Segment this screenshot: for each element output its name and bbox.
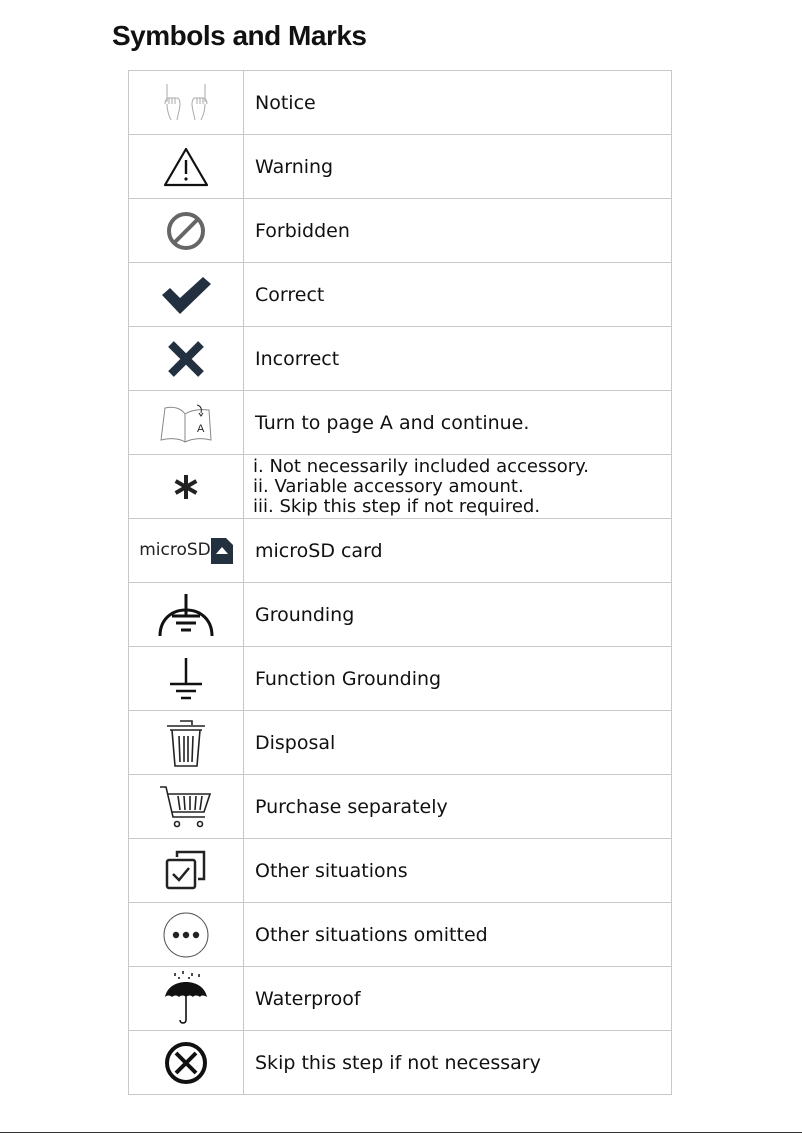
row-label: Other situations: [244, 839, 672, 903]
row-label: Other situations omitted: [244, 903, 672, 967]
row-label: Turn to page A and continue.: [244, 391, 672, 455]
row-label: Notice: [244, 71, 672, 135]
note-line: iii. Skip this step if not required.: [253, 495, 541, 517]
table-row: [129, 199, 672, 263]
table-row: [129, 839, 672, 903]
ellipsis-circle-icon: [162, 924, 210, 943]
warning-triangle-icon: [162, 156, 210, 175]
table-row: [129, 775, 672, 839]
table-row: [129, 135, 672, 199]
note-line: ii. Variable accessory amount.: [253, 475, 524, 497]
table-row: [129, 519, 672, 583]
page-title: Symbols and Marks: [112, 20, 367, 51]
asterisk-icon: [173, 476, 199, 495]
trash-bin-icon: [164, 732, 208, 751]
stacked-checkbox-icon: [163, 860, 209, 879]
note-line: i. Not necessarily included accessory.: [253, 455, 589, 477]
grounding-icon: [155, 604, 217, 623]
symbols-table: [128, 70, 672, 1095]
table-row: [129, 71, 672, 135]
row-label: Waterproof: [244, 967, 672, 1031]
table-row: [129, 1031, 672, 1095]
table-row: [129, 391, 672, 455]
row-label: Correct: [244, 263, 672, 327]
checkmark-icon: [159, 284, 213, 303]
table-row: [129, 967, 672, 1031]
shopping-cart-icon: [158, 796, 214, 815]
circle-x-icon: [163, 1052, 209, 1071]
row-label: microSD card: [244, 519, 672, 583]
table-row: [129, 711, 672, 775]
umbrella-rain-icon: [161, 988, 211, 1007]
row-label: Forbidden: [244, 199, 672, 263]
table-row: [129, 455, 672, 519]
notice-hands-icon: [161, 92, 211, 111]
svg-text:A: A: [197, 422, 205, 435]
row-label: Warning: [244, 135, 672, 199]
forbidden-icon: [165, 220, 207, 239]
table-row: [129, 903, 672, 967]
table-row: [129, 647, 672, 711]
row-label: Skip this step if not necessary: [244, 1031, 672, 1095]
function-grounding-icon: [166, 668, 206, 687]
row-label: Incorrect: [244, 327, 672, 391]
row-label: Function Grounding: [244, 647, 672, 711]
row-label: Disposal: [244, 711, 672, 775]
table-row: [129, 583, 672, 647]
table-row: [129, 327, 672, 391]
row-label: Grounding: [244, 583, 672, 647]
row-label: Purchase separately: [244, 775, 672, 839]
page-bottom-divider: [0, 1132, 802, 1133]
microsd-icon: microSD: [139, 540, 233, 559]
table-row: [129, 263, 672, 327]
open-book-page-icon: [157, 412, 215, 435]
cross-icon: [166, 348, 206, 367]
